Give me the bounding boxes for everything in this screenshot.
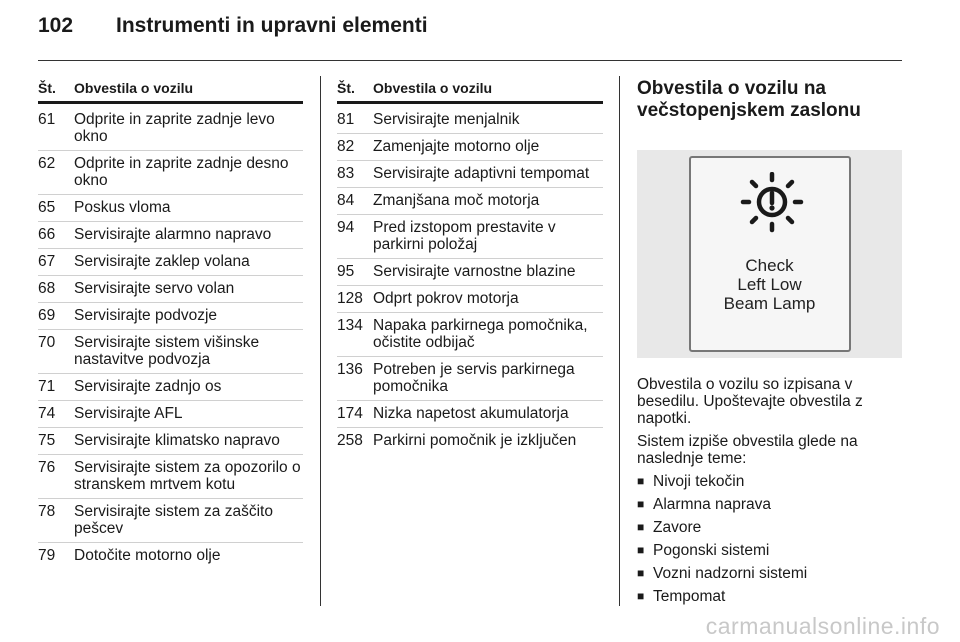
- lamp-warning-icon: [737, 172, 807, 234]
- display-message: [691, 256, 849, 313]
- message-code: 69: [38, 307, 56, 324]
- table-row: [38, 428, 303, 455]
- list-item: [637, 519, 902, 536]
- list-item: [637, 565, 902, 582]
- message-text: Zamenjajte motorno olje: [373, 138, 540, 155]
- message-text: Servisirajte zaklep volana: [74, 253, 250, 270]
- table-header: [38, 80, 303, 104]
- message-code: 84: [337, 192, 355, 209]
- message-text: Servisirajte adaptivni tempomat: [373, 165, 590, 182]
- section-title: [637, 78, 902, 122]
- message-code: 258: [337, 432, 363, 449]
- table-row: [38, 222, 303, 249]
- table-row: [337, 286, 603, 313]
- message-text: Odprite in zaprite zadnje levo okno: [74, 111, 275, 145]
- message-code: 81: [337, 111, 355, 128]
- message-text: Dotočite motorno olje: [74, 547, 221, 564]
- message-code: 136: [337, 361, 363, 378]
- message-text: Servisirajte varnostne blazine: [373, 263, 576, 280]
- page-number: 102: [38, 14, 74, 37]
- list-item-text: Vozni nadzorni sistemi: [653, 565, 808, 582]
- message-code: 79: [38, 547, 56, 564]
- message-text: Servisirajte servo volan: [74, 280, 235, 297]
- header-code: Št.: [337, 80, 355, 96]
- message-text: Servisirajte klimatsko napravo: [74, 432, 280, 449]
- table-row: [38, 249, 303, 276]
- bullet-square-icon: ■: [637, 589, 645, 603]
- message-text: Odprite in zaprite zadnje desno okno: [74, 155, 289, 189]
- table-body: [38, 107, 303, 569]
- table-row: [337, 428, 603, 454]
- table-body: [337, 107, 603, 454]
- message-text: Servisirajte zadnjo os: [74, 378, 222, 395]
- table-row: [337, 107, 603, 134]
- list-item: [637, 496, 902, 513]
- list-item: [637, 473, 902, 490]
- message-code: 62: [38, 155, 56, 172]
- display-line: Beam Lamp: [723, 294, 816, 313]
- message-text: Napaka parkirnega pomočnika, očistite odbijač: [373, 317, 588, 351]
- message-table-right: [337, 78, 603, 454]
- message-code: 174: [337, 405, 363, 422]
- display-line: Left Low: [737, 275, 802, 294]
- table-row: [38, 401, 303, 428]
- bullet-square-icon: ■: [637, 566, 645, 580]
- list-item: [637, 542, 902, 559]
- table-row: [38, 374, 303, 401]
- table-row: [337, 259, 603, 286]
- table-row: [337, 357, 603, 401]
- message-text: Odprt pokrov motorja: [373, 290, 519, 307]
- header-message: Obvestila o vozilu: [74, 80, 194, 96]
- column-divider: [320, 76, 321, 606]
- driver-info-display: [689, 156, 851, 352]
- message-code: 78: [38, 503, 56, 520]
- topic-list: [637, 473, 902, 605]
- list-item-text: Nivoji tekočin: [653, 473, 745, 490]
- bullet-square-icon: ■: [637, 474, 645, 488]
- paragraph-intro: Obvestila o vozilu so izpisana v besedilu. Upoštevajte obvestila z napotki.: [637, 376, 863, 427]
- table-row: [38, 543, 303, 569]
- bullet-square-icon: ■: [637, 520, 645, 534]
- table-row: [38, 276, 303, 303]
- message-code: 82: [337, 138, 355, 155]
- message-text: Poskus vloma: [74, 199, 171, 216]
- table-row: [38, 303, 303, 330]
- table-row: [337, 134, 603, 161]
- section-title-line: večstopenjskem zaslonu: [637, 100, 861, 121]
- table-row: [337, 401, 603, 428]
- table-header: [337, 80, 603, 104]
- message-code: 128: [337, 290, 363, 307]
- page-title: Instrumenti in upravni elementi: [116, 14, 428, 37]
- table-row: [38, 330, 303, 374]
- header-code: Št.: [38, 80, 56, 96]
- message-text: Zmanjšana moč motorja: [373, 192, 540, 209]
- message-code: 71: [38, 378, 56, 395]
- message-text: Servisirajte menjalnik: [373, 111, 520, 128]
- table-row: [337, 188, 603, 215]
- message-code: 67: [38, 253, 56, 270]
- message-text: Servisirajte sistem za zaščito pešcev: [74, 503, 273, 537]
- header-rule: [38, 60, 902, 61]
- message-text: Nizka napetost akumulatorja: [373, 405, 569, 422]
- list-item-text: Pogonski sistemi: [653, 542, 770, 559]
- message-text: Pred izstopom prestavite v parkirni položaj: [373, 219, 556, 253]
- message-table-left: [38, 78, 303, 569]
- message-code: 68: [38, 280, 56, 297]
- display-figure: [637, 150, 902, 358]
- message-code: 95: [337, 263, 355, 280]
- message-text: Servisirajte sistem za opozorilo o stranskem mrtvem kotu: [74, 459, 301, 493]
- message-code: 134: [337, 317, 363, 334]
- list-item-text: Alarmna naprava: [653, 496, 772, 513]
- message-code: 76: [38, 459, 56, 476]
- list-item-text: Tempomat: [653, 588, 726, 605]
- message-code: 83: [337, 165, 355, 182]
- table-row: [38, 455, 303, 499]
- message-text: Servisirajte alarmno napravo: [74, 226, 272, 243]
- list-item-text: Zavore: [653, 519, 702, 536]
- section-title-line: Obvestila o vozilu na: [637, 78, 826, 99]
- table-row: [38, 151, 303, 195]
- list-item: [637, 588, 902, 605]
- message-code: 70: [38, 334, 56, 351]
- table-row: [38, 499, 303, 543]
- message-text: Servisirajte podvozje: [74, 307, 218, 324]
- display-line: Check: [745, 256, 794, 275]
- table-row: [38, 195, 303, 222]
- table-row: [38, 107, 303, 151]
- column-divider: [619, 76, 620, 606]
- message-code: 61: [38, 111, 56, 128]
- bullet-square-icon: ■: [637, 543, 645, 557]
- message-text: Servisirajte AFL: [74, 405, 183, 422]
- message-code: 66: [38, 226, 56, 243]
- header-message: Obvestila o vozilu: [373, 80, 493, 96]
- table-row: [337, 313, 603, 357]
- bullet-square-icon: ■: [637, 497, 645, 511]
- message-text: Parkirni pomočnik je izključen: [373, 432, 577, 449]
- paragraph-topics: Sistem izpiše obvestila glede na naslednje teme:: [637, 433, 858, 467]
- message-code: 74: [38, 405, 56, 422]
- watermark: carmanualsonline.info: [705, 613, 940, 639]
- message-code: 65: [38, 199, 56, 216]
- message-text: Servisirajte sistem višinske nastavitve podvozja: [74, 334, 260, 368]
- message-text: Potreben je servis parkirnega pomočnika: [373, 361, 575, 395]
- section-multilevel-display: [637, 78, 902, 605]
- message-code: 75: [38, 432, 56, 449]
- message-code: 94: [337, 219, 355, 236]
- table-row: [337, 215, 603, 259]
- table-row: [337, 161, 603, 188]
- page-header: [38, 14, 428, 54]
